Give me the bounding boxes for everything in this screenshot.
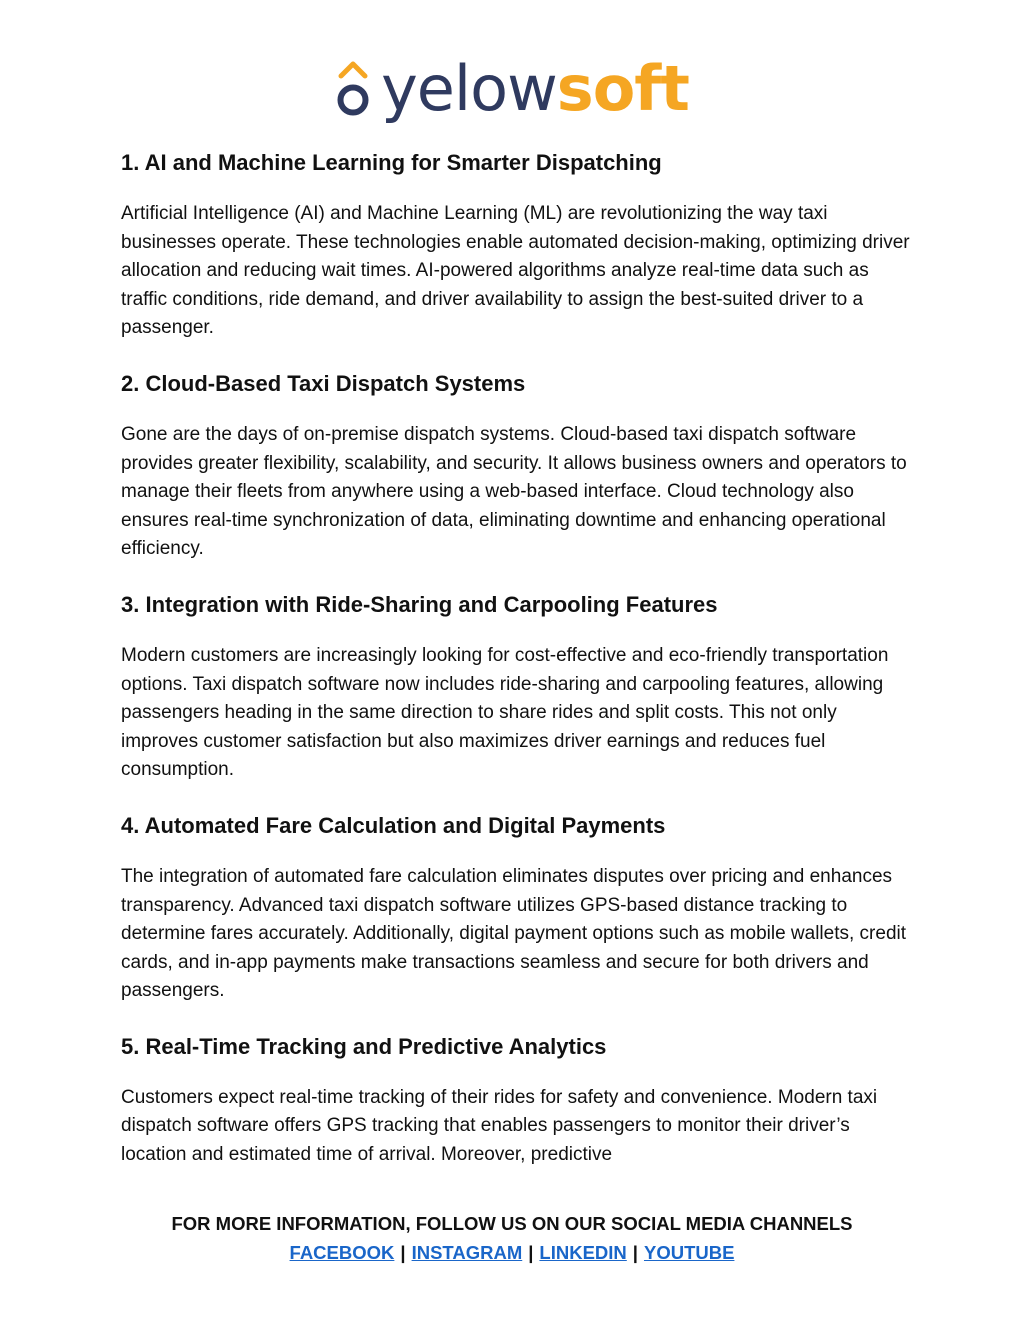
- section-heading: 5. Real-Time Tracking and Predictive Analytics: [121, 1033, 607, 1059]
- section-paragraph: Customers expect real-time tracking of their rides for safety and convenience. Modern taxi dispatch software offers GPS tracking that enables passengers to monitor their driver’s location and estimated time of arrival. Moreover, predictive: [121, 1086, 878, 1166]
- footer-title: FOR MORE INFORMATION, FOLLOW US ON OUR SOCIAL MEDIA CHANNELS: [171, 1213, 853, 1234]
- logo-text-accent: soft: [556, 52, 689, 125]
- instagram-link[interactable]: INSTAGRAM: [411, 1242, 523, 1263]
- section-ai-ml: [121, 148, 911, 343]
- section-heading: 4. Automated Fare Calculation and Digital Payments: [121, 812, 666, 838]
- document-body: [121, 148, 911, 1196]
- social-footer: [0, 1209, 1024, 1267]
- section-paragraph: The integration of automated fare calculation eliminates disputes over pricing and enhances transparency. Advanced taxi dispatch software utilizes GPS-based distance tracking to determine fares accurately. Additionally, digital payment options such as mobile wallets, credit cards, and in-app payments make transactions seamless and secure for both drivers and passengers.: [121, 865, 907, 1002]
- section-heading: 3. Integration with Ride-Sharing and Carpooling Features: [121, 591, 718, 617]
- section-paragraph: Gone are the days of on-premise dispatch systems. Cloud-based taxi dispatch software provides greater flexibility, scalability, and security. It allows business owners and operators to manage their fleets from anywhere using a web-based interface. Cloud technology also ensures real-time synchronization of data, eliminating downtime and enhancing operational efficiency.: [121, 423, 907, 560]
- youtube-link[interactable]: YOUTUBE: [643, 1242, 735, 1263]
- section-tracking-analytics: [121, 1032, 911, 1170]
- facebook-link[interactable]: FACEBOOK: [289, 1242, 395, 1263]
- brand-logo: [0, 52, 1024, 126]
- section-fare-payments: [121, 811, 911, 1006]
- link-separator: |: [528, 1242, 534, 1263]
- footer-links: [0, 1238, 1024, 1267]
- yelowsoft-logo-mark-icon: [335, 52, 371, 126]
- section-heading: 2. Cloud-Based Taxi Dispatch Systems: [121, 370, 526, 396]
- link-separator: |: [632, 1242, 638, 1263]
- linkedin-link[interactable]: LINKEDIN: [539, 1242, 627, 1263]
- logo-wordmark: [381, 52, 689, 126]
- section-paragraph: Artificial Intelligence (AI) and Machine Learning (ML) are revolutionizing the way taxi businesses operate. These technologies enable automated decision-making, optimizing driver allocation and reducing wait times. AI-powered algorithms analyze real-time data such as traffic conditions, ride demand, and driver availability to assign the best-suited driver to a passenger.: [121, 203, 910, 339]
- link-separator: |: [400, 1242, 406, 1263]
- section-cloud-dispatch: [121, 369, 911, 564]
- section-paragraph: Modern customers are increasingly looking for cost-effective and eco-friendly transportation options. Taxi dispatch software now includes ride-sharing and carpooling features, allowing passengers heading in the same direction to share rides and split costs. This not only improves customer satisfaction but also maximizes driver earnings and reduces fuel consumption.: [121, 644, 889, 781]
- logo-text-main: yelow: [381, 52, 557, 125]
- section-heading: 1. AI and Machine Learning for Smarter Dispatching: [121, 150, 662, 175]
- section-ride-sharing: [121, 590, 911, 785]
